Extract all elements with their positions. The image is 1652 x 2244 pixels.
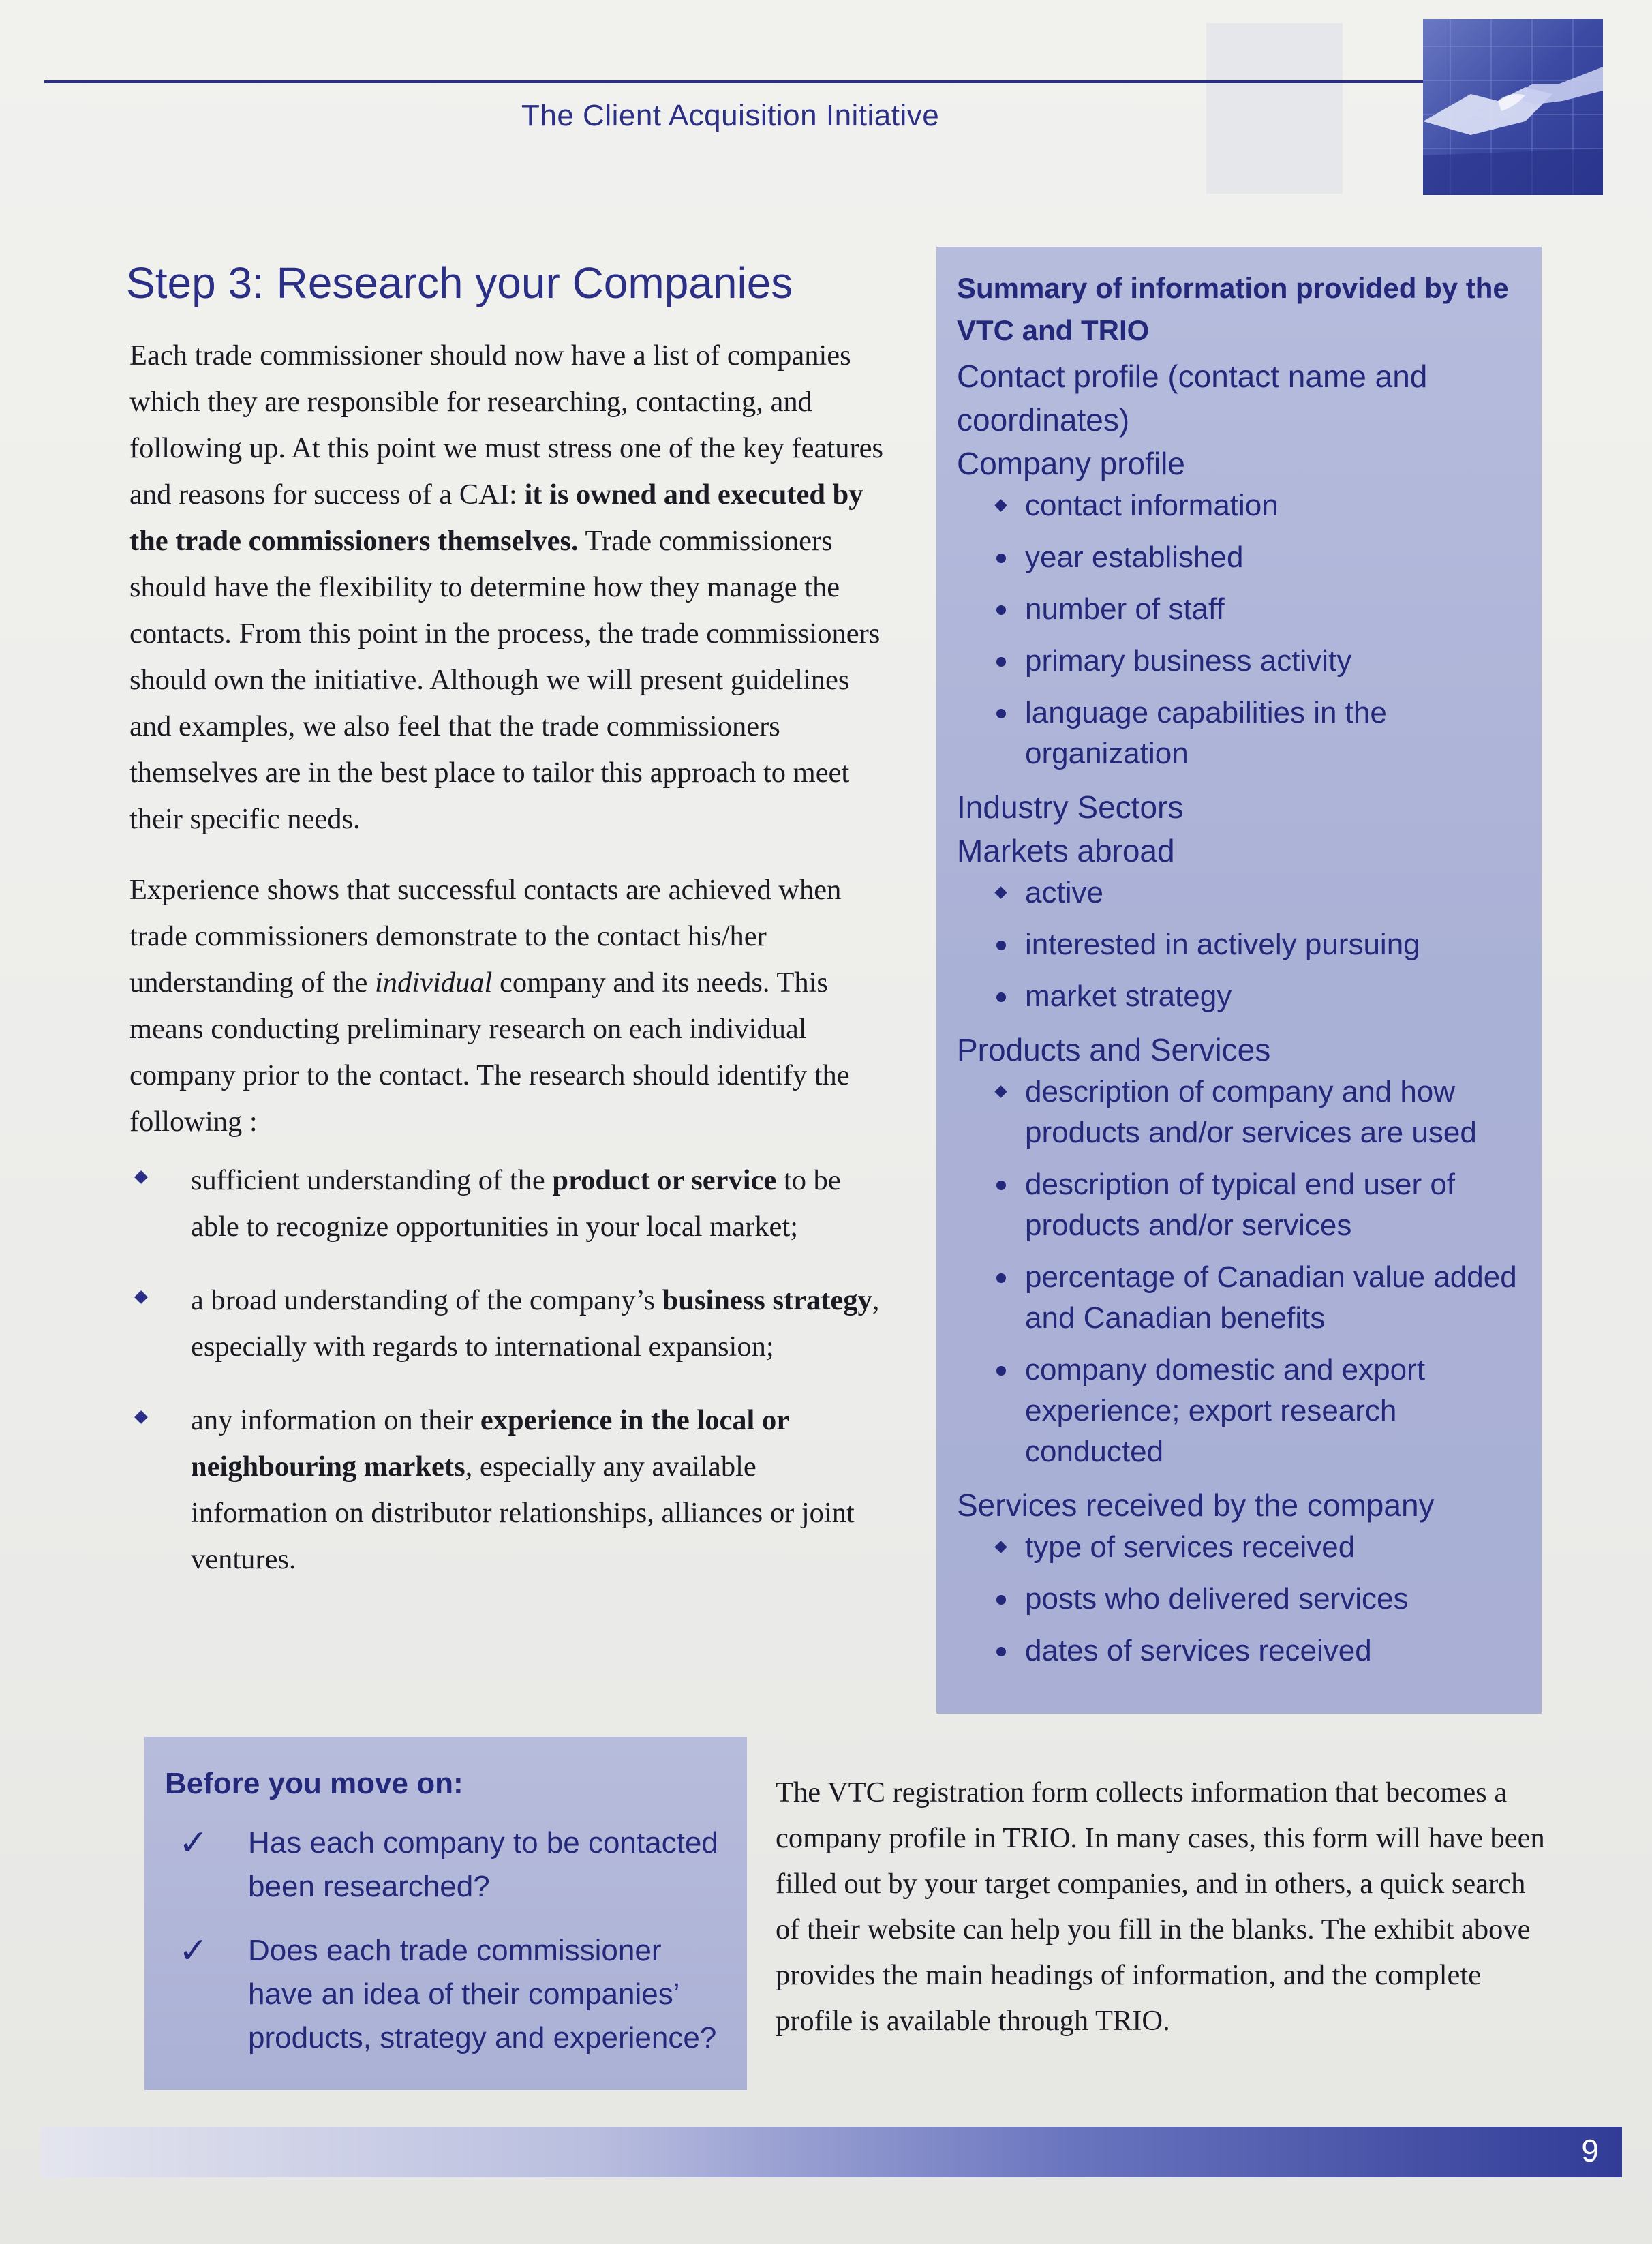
list-item: active — [990, 873, 1521, 913]
list-item: percentage of Canadian value added and Canadian benefits — [990, 1257, 1521, 1339]
summary-company-profile: Company profile — [957, 446, 1185, 481]
list-item: type of services received — [990, 1527, 1521, 1568]
main-text-column — [129, 333, 893, 1610]
dot-bullet-icon — [996, 941, 1006, 950]
dot-bullet-icon — [996, 1181, 1006, 1190]
list-item: ✓ Has each company to be contacted been researched? — [165, 1821, 726, 1909]
list-item: any information on their experience in the local or neighbouring markets, especially any available information on distributor relationships, alliances or joint ventures. — [129, 1397, 893, 1583]
header-ghost-image — [1206, 23, 1343, 194]
intro-paragraph-2: Experience shows that successful contacts are achieved when trade commissioners demonstrate to the contact his/her understanding of the individual company and its needs. This means conducting preliminary research on each individual company prior to the contact. The research should identify the following : — [129, 874, 850, 1138]
diamond-bullet-icon — [994, 886, 1007, 898]
footer-bar — [41, 2127, 1622, 2177]
list-item: dates of services received — [990, 1631, 1521, 1671]
diamond-bullet-icon — [994, 1541, 1007, 1553]
summary-industry-sectors: Industry Sectors — [957, 789, 1184, 825]
running-header-title: The Client Acquisition Initiative — [521, 99, 940, 132]
diamond-bullet-icon — [134, 1410, 148, 1424]
list-item: market strategy — [990, 976, 1521, 1017]
list-item: primary business activity — [990, 641, 1521, 682]
list-item: language capabilities in the organization — [990, 693, 1521, 774]
before-you-move-on-box — [144, 1737, 747, 2090]
summary-contact-profile: Contact profile (contact name and coordinates) — [957, 359, 1428, 438]
step-title: Step 3: Research your Companies — [126, 258, 793, 307]
summary-products-services: Products and Services — [957, 1032, 1271, 1067]
checkmark-icon: ✓ — [179, 1823, 209, 1863]
summary-services-received: Services received by the company — [957, 1487, 1435, 1523]
checkmark-icon: ✓ — [179, 1931, 209, 1971]
list-item: sufficient understanding of the product or service to be able to recognize opportunities in your local market; — [129, 1157, 893, 1250]
diamond-bullet-icon — [134, 1170, 148, 1184]
research-bullet-list — [129, 1157, 893, 1583]
diamond-bullet-icon — [994, 499, 1007, 511]
diamond-bullet-icon — [134, 1290, 148, 1304]
dot-bullet-icon — [996, 709, 1006, 718]
list-item: interested in actively pursuing — [990, 924, 1521, 965]
diamond-bullet-icon — [994, 1085, 1007, 1097]
list-item: ✓ Does each trade commissioner have an idea of their companies’ products, strategy and experience? — [165, 1929, 726, 2060]
list-item: number of staff — [990, 589, 1521, 630]
services-list — [957, 1527, 1521, 1671]
dot-bullet-icon — [996, 1647, 1006, 1656]
dot-bullet-icon — [996, 1366, 1006, 1376]
page-number: 9 — [1581, 2133, 1599, 2168]
list-item: year established — [990, 537, 1521, 578]
list-item: company domestic and export experience; export research conducted — [990, 1350, 1521, 1472]
company-profile-list — [957, 485, 1521, 774]
list-item: description of typical end user of products and/or services — [990, 1164, 1521, 1246]
markets-list — [957, 873, 1521, 1017]
dot-bullet-icon — [996, 605, 1006, 615]
summary-markets-abroad: Markets abroad — [957, 833, 1175, 868]
dot-bullet-icon — [996, 657, 1006, 667]
dot-bullet-icon — [996, 1273, 1006, 1283]
dot-bullet-icon — [996, 554, 1006, 563]
intro-paragraph-1: Each trade commissioner should now have a list of companies which they are responsible for researching, contacting, and following up. At this point we must stress one of the key features and reasons for success of a CAI: it is owned and executed by the trade commissioners themselves. Trade commissioners should have the flexibility to determine how they manage the contacts. From this point in the process, the trade commissioners should own the initiative. Although we will present guidelines and examples, we also feel that the trade commissioners themselves are in the best place to tailor this approach to meet their specific needs. — [129, 339, 884, 835]
checklist — [165, 1821, 726, 2060]
list-item: contact information — [990, 485, 1521, 526]
list-item: description of company and how products and/or services are used — [990, 1072, 1521, 1153]
header-rule — [44, 80, 1435, 83]
dot-bullet-icon — [996, 1595, 1006, 1605]
list-item: a broad understanding of the company’s business strategy, especially with regards to international expansion; — [129, 1277, 893, 1370]
handshake-logo-icon — [1423, 19, 1603, 195]
list-item: posts who delivered services — [990, 1579, 1521, 1620]
vtc-registration-paragraph: The VTC registration form collects information that becomes a company profile in TRIO. In many cases, this form will have been filled out by your target companies, and in others, a quick search of their website can help you fill in the blanks. The exhibit above provides the main headings of information, and the complete profile is available through TRIO. — [776, 1776, 1545, 2037]
summary-title: Summary of information provided by the VTC and TRIO — [957, 272, 1509, 346]
summary-sidebar — [936, 247, 1542, 1714]
checklist-title: Before you move on: — [165, 1767, 463, 1800]
dot-bullet-icon — [996, 992, 1006, 1002]
products-list — [957, 1072, 1521, 1472]
